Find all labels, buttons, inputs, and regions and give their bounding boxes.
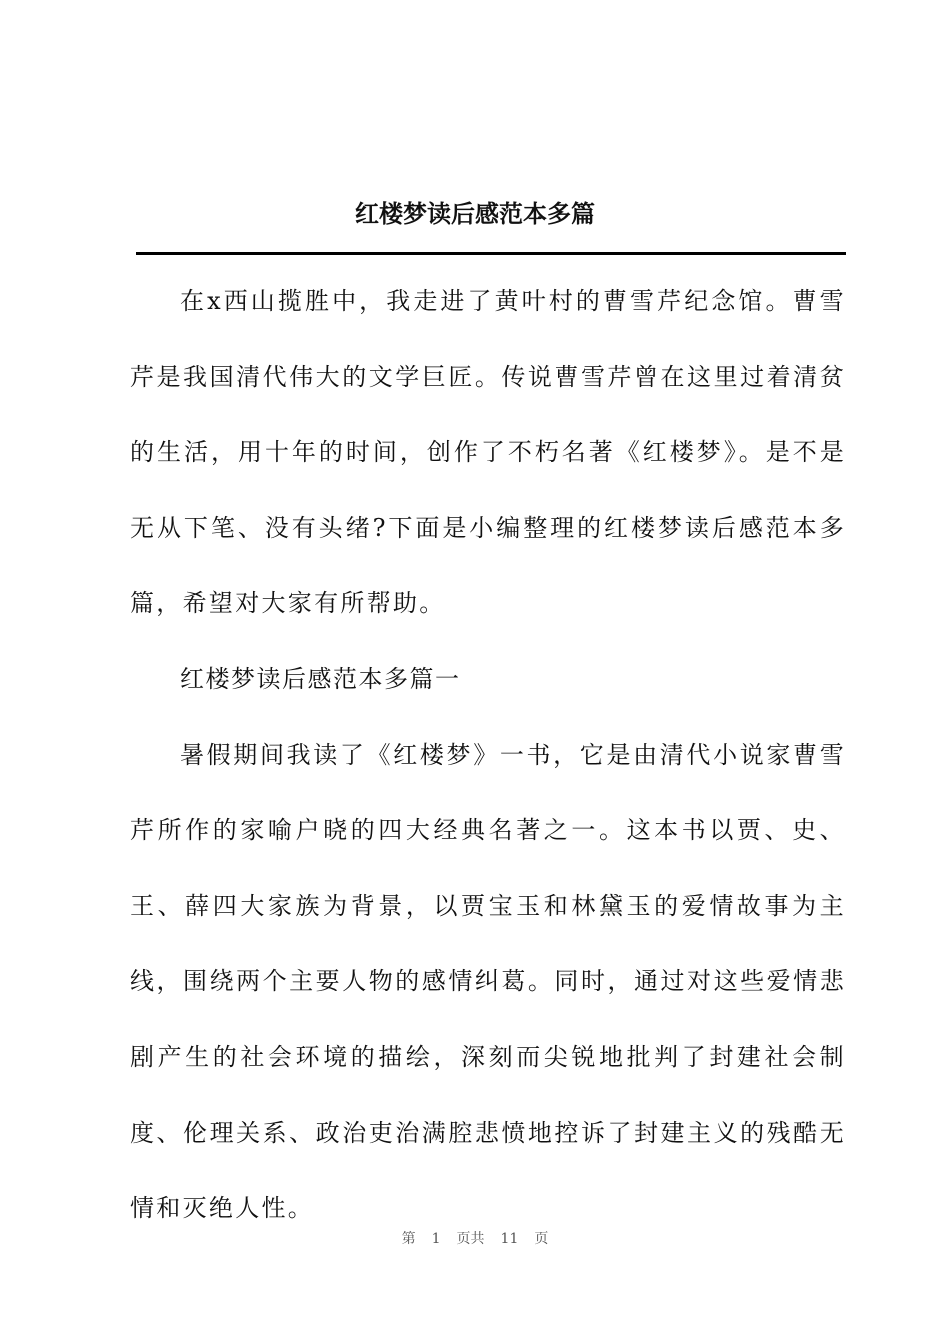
intro-paragraph: 在x西山揽胜中，我走进了黄叶村的曹雪芹纪念馆。曹雪芹是我国清代伟大的文学巨匠。传说曹雪芹曾在这里过着清贫的生活，用十年的时间，创作了不朽名著《红楼梦》。是不是无从下笔、没有头绪?下面是小编整理的红楼梦读后感范本多篇，希望对大家有所帮助。 [130,287,846,618]
footer-suffix: 页 [534,1231,549,1247]
footer-middle: 页共 [456,1231,485,1247]
footer-prefix: 第 [401,1231,416,1247]
document-body [130,264,846,1247]
footer-page-number: 1 [431,1231,441,1247]
body-paragraph: 暑假期间我读了《红楼梦》一书，它是由清代小说家曹雪芹所作的家喻户晓的四大经典名著之一。这本书以贾、史、王、薛四大家族为背景，以贾宝玉和林黛玉的爱情故事为主线，围绕两个主要人物的感情纠葛。同时，通过对这些爱情悲剧产生的社会环境的描绘，深刻而尖锐地批判了封建社会制度、伦理关系、政治吏治满腔悲愤地控诉了封建主义的残酷无情和灭绝人性。 [130,740,846,1223]
page-footer [0,1228,950,1250]
section-heading: 红楼梦读后感范本多篇一 [180,664,461,693]
document-title: 红楼梦读后感范本多篇 [355,199,595,228]
footer-total-pages: 11 [500,1231,519,1247]
title-divider [136,252,846,255]
